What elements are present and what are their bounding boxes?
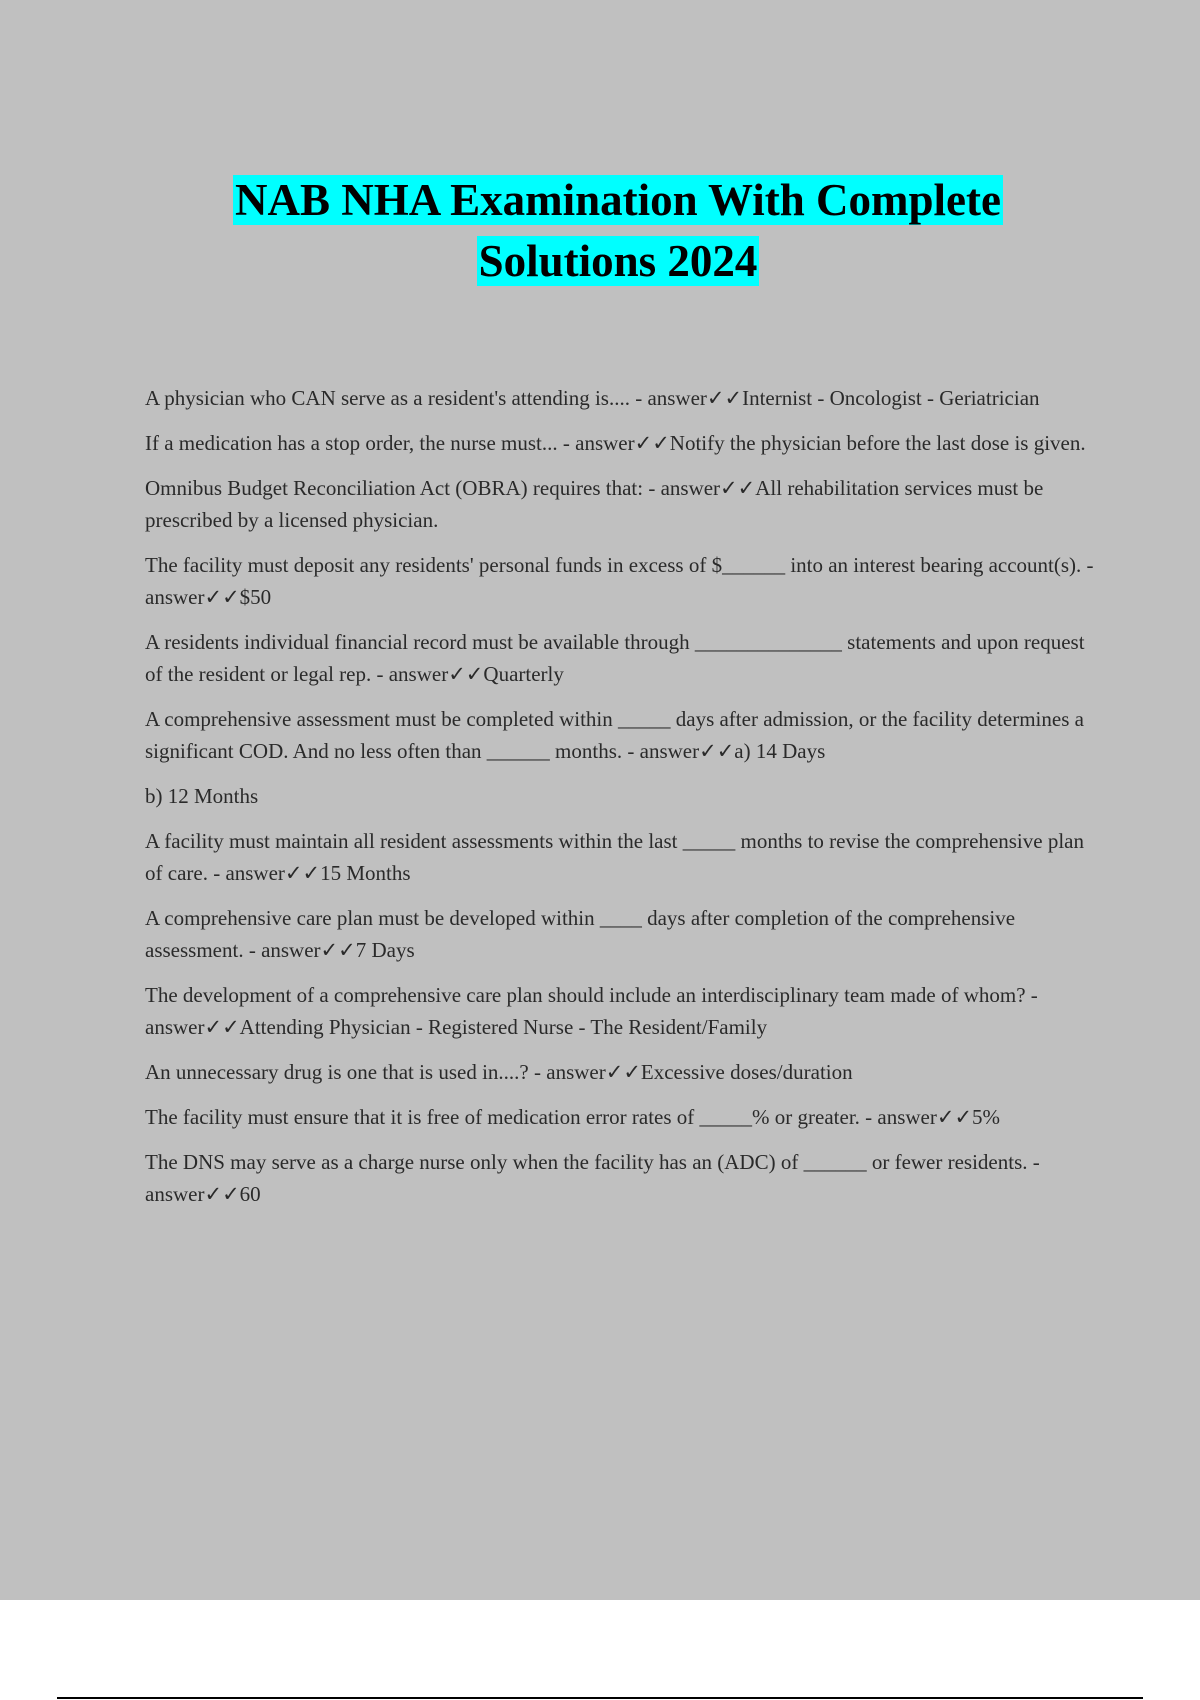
qa-item: The development of a comprehensive care plan should include an interdisciplinary team made of whom? - answer✓✓Attending Physician - Registered Nurse - The Resident/Family: [145, 983, 1038, 1039]
qa-item: Omnibus Budget Reconciliation Act (OBRA) requires that: - answer✓✓All rehabilitation services must be prescribed by a licensed physician.: [145, 476, 1044, 532]
qa-item: A physician who CAN serve as a resident's attending is.... - answer✓✓Internist - Oncologist - Geriatrician: [145, 386, 1040, 410]
question-answer-list: [145, 382, 1095, 1223]
qa-item: A comprehensive care plan must be developed within ____ days after completion of the comprehensive assessment. - answer✓✓7 Days: [145, 906, 1016, 962]
qa-item: If a medication has a stop order, the nurse must... - answer✓✓Notify the physician before the last dose is given.: [145, 431, 1086, 455]
title-line-2: Solutions 2024: [478, 236, 758, 286]
title-line-1: NAB NHA Examination With Complete: [235, 175, 1001, 225]
qa-item: The facility must ensure that it is free of medication error rates of _____% or greater. - answer✓✓5%: [145, 1105, 1001, 1129]
qa-item: The DNS may serve as a charge nurse only when the facility has an (ADC) of ______ or fewer residents. - answer✓✓60: [145, 1150, 1040, 1206]
qa-item: b) 12 Months: [145, 784, 259, 808]
qa-item: An unnecessary drug is one that is used in....? - answer✓✓Excessive doses/duration: [145, 1060, 853, 1084]
qa-item: The facility must deposit any residents' personal funds in excess of $______ into an interest bearing account(s). - answer✓✓$50: [145, 553, 1094, 609]
footer-divider: [57, 1697, 1143, 1699]
qa-item: A facility must maintain all resident assessments within the last _____ months to revise the comprehensive plan of care. - answer✓✓15 Months: [145, 829, 1084, 885]
qa-item: A comprehensive assessment must be completed within _____ days after admission, or the facility determines a significant COD. And no less often than ______ months. - answer✓✓a) 14 Days: [145, 707, 1084, 763]
qa-item: A residents individual financial record must be available through ______________ statements and upon request of the resident or legal rep. - answer✓✓Quarterly: [145, 630, 1085, 686]
page-title: [120, 170, 1116, 292]
